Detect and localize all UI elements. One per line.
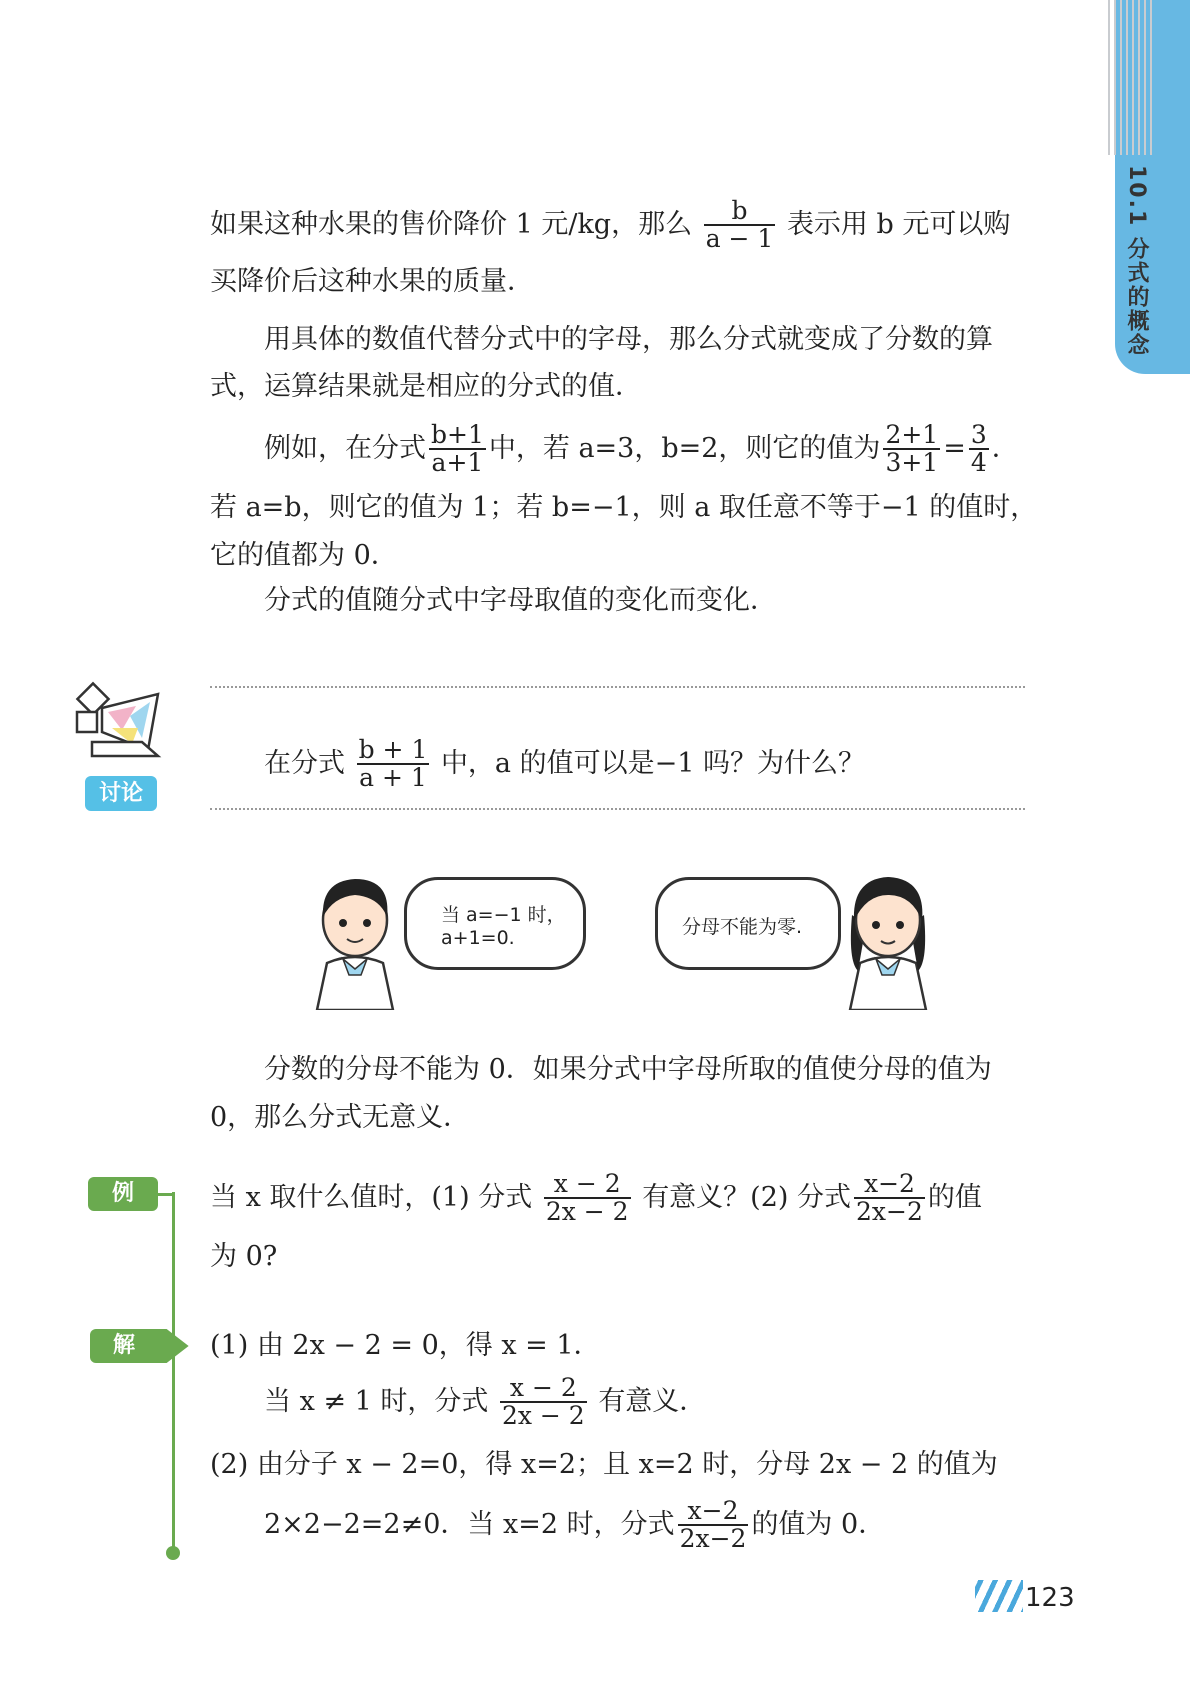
fraction-x-minus-2-over-2x-minus-2: [854, 1171, 925, 1226]
text-segment: 有意义．: [598, 1385, 707, 1417]
solution-line-4: [264, 1498, 885, 1553]
text-segment: ．: [991, 432, 1019, 464]
text-segment: 表示用 b 元可以购: [786, 208, 1011, 240]
example-line-1: [210, 1171, 982, 1226]
solution-tag: 解: [90, 1329, 158, 1363]
fraction-numerator: b+1: [431, 420, 484, 449]
fraction-denominator: 2x − 2: [501, 1401, 585, 1431]
example-line-end-dot: [166, 1546, 180, 1560]
text-segment: 有意义？(2) 分式: [642, 1181, 852, 1213]
solution-line-3: (2) 由分子 x − 2=0，得 x=2；且 x=2 时，分母 2x − 2 的值为: [210, 1449, 998, 1480]
page-number-stripes-icon: [975, 1580, 1023, 1612]
fraction-denominator: a+1: [431, 448, 484, 478]
text-segment: 中，a 的值可以是−1 吗？为什么？: [440, 747, 866, 779]
paragraph-5-line-1: 分数的分母不能为 0．如果分式中字母所取的值使分母的值为: [264, 1054, 992, 1085]
example-tag-connector: [158, 1193, 172, 1196]
girl-illustration: [838, 865, 938, 1010]
fraction-numerator: x−2: [854, 1171, 925, 1199]
fraction-denominator: a + 1: [359, 763, 427, 793]
example-tag: 例: [88, 1177, 158, 1211]
paragraph-3-line-3: 它的值都为 0．: [210, 540, 398, 571]
fraction-denominator: 2x − 2: [545, 1197, 629, 1227]
girl-speech-bubble: [655, 877, 841, 970]
fraction-x-minus-2-over-2x-minus-2: [500, 1375, 587, 1430]
solution-arrow-icon: [157, 1329, 191, 1363]
fraction-denominator: a − 1: [705, 224, 774, 254]
discussion-question: [264, 737, 865, 792]
fraction-numerator: x−2: [678, 1498, 749, 1526]
fraction-numerator: x − 2: [544, 1171, 631, 1199]
paragraph-1-line-1: [210, 198, 1010, 253]
paragraph-5-line-2: 0，那么分式无意义．: [210, 1102, 471, 1133]
paragraph-3-line-2: 若 a=b，则它的值为 1；若 b=−1，则 a 取任意不等于−1 的值时，: [210, 492, 1038, 523]
paragraph-4-line-1: 分式的值随分式中字母取值的变化而变化．: [264, 585, 777, 616]
example-vertical-line: [172, 1192, 175, 1552]
fraction-denominator: 4: [970, 448, 987, 478]
fraction-denominator: 2x−2: [679, 1524, 747, 1554]
discussion-tag: 讨论: [85, 776, 157, 811]
fraction-numerator: b + 1: [358, 735, 428, 764]
boy-speech-line-1: 当 a=−1 时，: [441, 904, 566, 926]
fraction-denominator: 2x−2: [856, 1197, 923, 1227]
fraction-x-minus-2-over-2x-minus-2: [678, 1498, 749, 1553]
text-segment: 的值为 0．: [751, 1508, 886, 1540]
fraction-numeric: [883, 422, 940, 477]
discussion-icon: [72, 680, 172, 765]
text-segment: 2×2−2=2≠0．当 x=2 时，分式: [264, 1508, 675, 1540]
text-segment: 的值: [927, 1181, 982, 1213]
fraction-x-minus-2-over-2x-minus-2: [544, 1171, 631, 1226]
paragraph-1-line-2: 买降价后这种水果的质量．: [210, 266, 534, 297]
side-stripes-decoration: [1108, 0, 1152, 155]
fraction-numerator: 2+1: [885, 420, 939, 449]
paragraph-3-line-1: [264, 422, 1019, 477]
dotted-divider-bottom: [210, 808, 1025, 810]
solution-line-2: [264, 1375, 706, 1430]
girl-speech-line-1: 分母不能为零.: [682, 916, 803, 938]
text-segment: 当 x 取什么值时，(1) 分式: [210, 1181, 533, 1213]
boy-illustration: [305, 865, 405, 1010]
fraction-b-plus-1-over-a-plus-1: [357, 737, 430, 792]
page-number: 123: [1025, 1583, 1075, 1613]
dotted-divider-top: [210, 686, 1025, 688]
boy-speech-bubble: [404, 877, 586, 970]
paragraph-2-line-1: 用具体的数值代替分式中的字母，那么分式就变成了分数的算: [264, 324, 993, 355]
solution-line-1: (1) 由 2x − 2 = 0，得 x = 1．: [210, 1330, 601, 1361]
example-line-2: 为 0?: [210, 1241, 278, 1272]
text-segment: 在分式: [264, 747, 345, 779]
fraction-numerator: 3: [970, 420, 987, 449]
fraction-numerator: x − 2: [500, 1375, 587, 1403]
fraction-result: [969, 422, 989, 477]
text-segment: 例如，在分式: [264, 432, 426, 464]
equals-sign: =: [943, 432, 966, 464]
fraction-denominator: 3+1: [885, 448, 939, 478]
boy-speech-line-2: a+1=0.: [441, 927, 515, 949]
section-title: 10.1 分式的概念: [1124, 165, 1149, 357]
text-segment: 中，若 a=3，b=2，则它的值为: [488, 432, 881, 464]
fraction-b-over-a-minus-1: [704, 198, 776, 253]
text-segment: 如果这种水果的售价降价 1 元/kg，那么: [210, 208, 693, 240]
fraction-b-plus-1-over-a-plus-1: [429, 422, 486, 477]
fraction-numerator: b: [704, 198, 776, 226]
paragraph-2-line-2: 式，运算结果就是相应的分式的值．: [210, 371, 642, 402]
text-segment: 当 x ≠ 1 时，分式: [264, 1385, 489, 1417]
